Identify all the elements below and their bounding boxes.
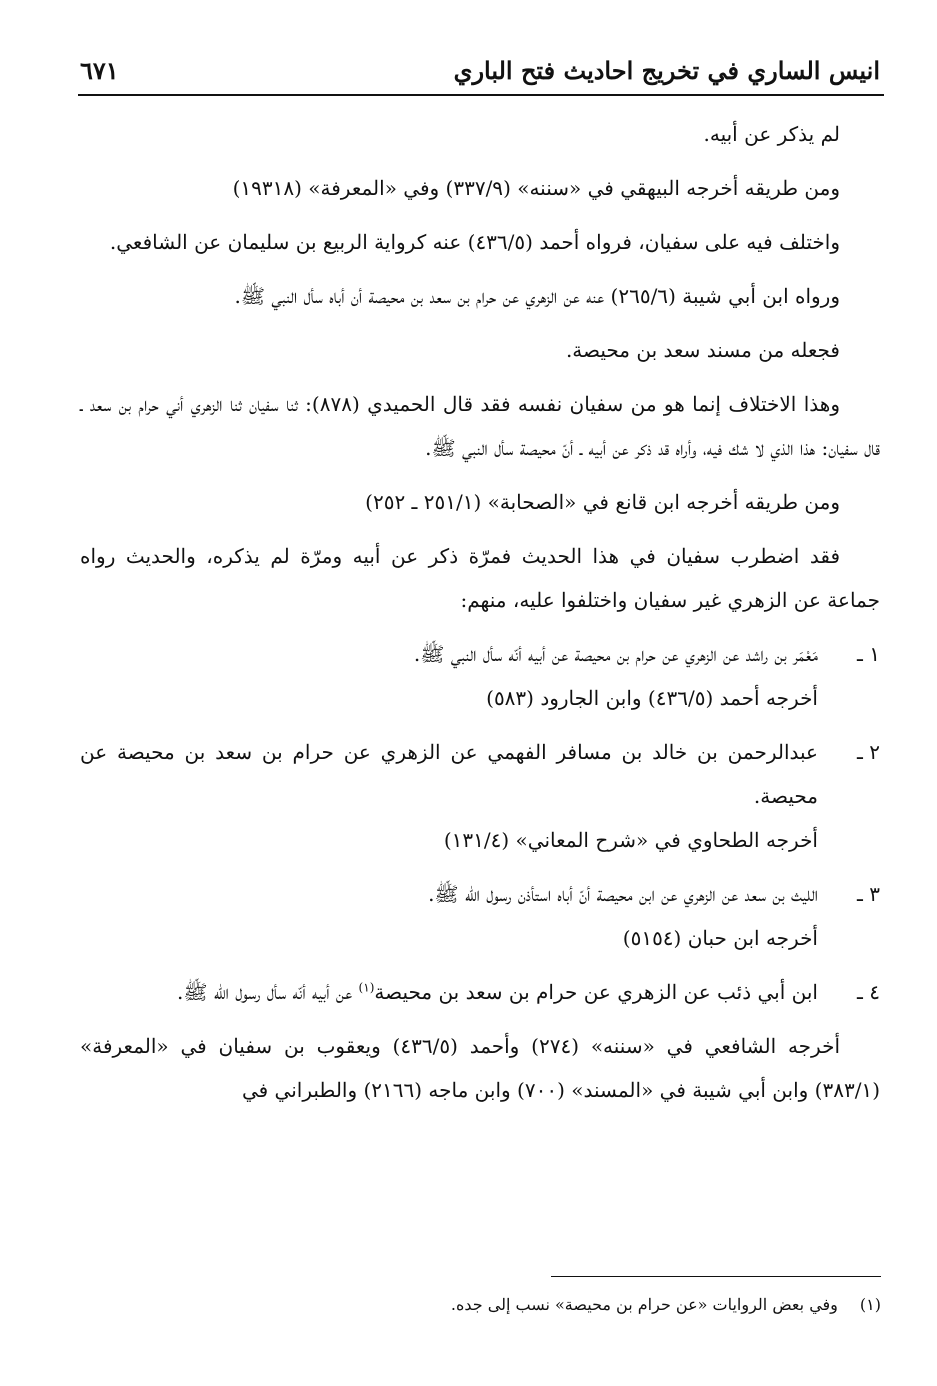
header-rule bbox=[78, 94, 884, 96]
paragraph: ومن طريقه أخرجه ابن قانع في «الصحابة» (٢٥١/١ ـ ٢٥٢) bbox=[365, 490, 840, 514]
paragraph: ورواه ابن أبي شيبة (٢٦٥/٦) عنه عن الزهري عن حرام بن سعد بن محيصة أن أباه سأل النبي ﷺ. bbox=[234, 284, 840, 308]
list-item-line bbox=[80, 970, 818, 1014]
list-item-content bbox=[80, 872, 818, 960]
paragraph: واختلف فيه على سفيان، فرواه أحمد (٤٣٦/٥) عنه كرواية الربيع بن سليمان عن الشافعي. bbox=[109, 230, 840, 254]
list-item-line: أخرجه ابن حبان (٥١٥٤) bbox=[622, 926, 818, 950]
main-text bbox=[80, 112, 880, 1122]
book-title: انيس الساري في تخريج احاديث فتح الباري bbox=[453, 56, 880, 85]
list-item bbox=[80, 970, 880, 1014]
list-item-content bbox=[80, 730, 818, 862]
list-item-line: أخرجه الطحاوي في «شرح المعاني» (١٣١/٤) bbox=[443, 828, 818, 852]
footnote-number: (١) bbox=[859, 1295, 881, 1314]
list-item-number: ١ ـ bbox=[857, 642, 880, 666]
list-item-text: ابن أبي ذئب عن الزهري عن حرام بن سعد بن محيصة bbox=[374, 980, 818, 1004]
list-item-line: مَعْمَر بن راشد عن الزهري عن حرام بن محيصة عن أبيه أنّه سأل النبي ﷺ. bbox=[413, 642, 818, 666]
paragraph: فقد اضطرب سفيان في هذا الحديث فمرّة ذكر عن أبيه ومرّة لم يذكره، والحديث رواه جماعة عن الزهري غير سفيان واختلفوا عليه، منهم: bbox=[80, 544, 880, 612]
footnote-rule bbox=[551, 1276, 881, 1277]
list-item-content bbox=[80, 632, 818, 720]
list-item bbox=[80, 632, 880, 720]
running-header bbox=[80, 52, 880, 92]
list-item-line: عبدالرحمن بن خالد بن مسافر الفهمي عن الزهري عن حرام بن سعد بن محيصة عن محيصة. bbox=[80, 740, 818, 808]
list-item-line: أخرجه أحمد (٤٣٦/٥) وابن الجارود (٥٨٣) bbox=[486, 686, 818, 710]
paragraph: لم يذكر عن أبيه. bbox=[703, 122, 840, 146]
footnote-marker[interactable]: (١) bbox=[358, 980, 375, 995]
paragraph: وهذا الاختلاف إنما هو من سفيان نفسه فقد قال الحميدي (٨٧٨): ثنا سفيان ثنا الزهري أني حرام بن سعد ـ قال سفيان: هذا الذي لا شك فيه، وأراه قد ذكر عن أبيه ـ أنّ محيصة سأل النبي ﷺ. bbox=[80, 392, 880, 460]
list-item bbox=[80, 872, 880, 960]
paragraph: أخرجه الشافعي في «سننه» (٢٧٤) وأحمد (٤٣٦/٥) ويعقوب بن سفيان في «المعرفة» (٣٨٣/١) وابن أبي شيبة في «المسند» (٧٠٠) وابن ماجه (٢١٦٦) والطبراني في bbox=[80, 1034, 880, 1102]
list-item-number: ٤ ـ bbox=[857, 980, 880, 1004]
list-item-text: عن أبيه أنّه سأل رسول الله ﷺ. bbox=[177, 980, 359, 1004]
paragraph: فجعله من مسند سعد بن محيصة. bbox=[565, 338, 840, 362]
list-item-content bbox=[80, 970, 818, 1014]
page-number: ٦٧١ bbox=[80, 56, 119, 85]
paragraph: ومن طريقه أخرجه البيهقي في «سننه» (٣٣٧/٩) وفي «المعرفة» (١٩٣١٨) bbox=[232, 176, 840, 200]
list-item-line: الليث بن سعد عن الزهري عن ابن محيصة أنّ أباه استأذن رسول الله ﷺ. bbox=[428, 882, 818, 906]
list-item-number: ٣ ـ bbox=[857, 882, 880, 906]
footnote-text: وفي بعض الروايات «عن حرام بن محيصة» نسب إلى جده. bbox=[450, 1295, 838, 1314]
list-item bbox=[80, 730, 880, 862]
footnote bbox=[81, 1290, 881, 1320]
list-item-number: ٢ ـ bbox=[857, 740, 880, 764]
